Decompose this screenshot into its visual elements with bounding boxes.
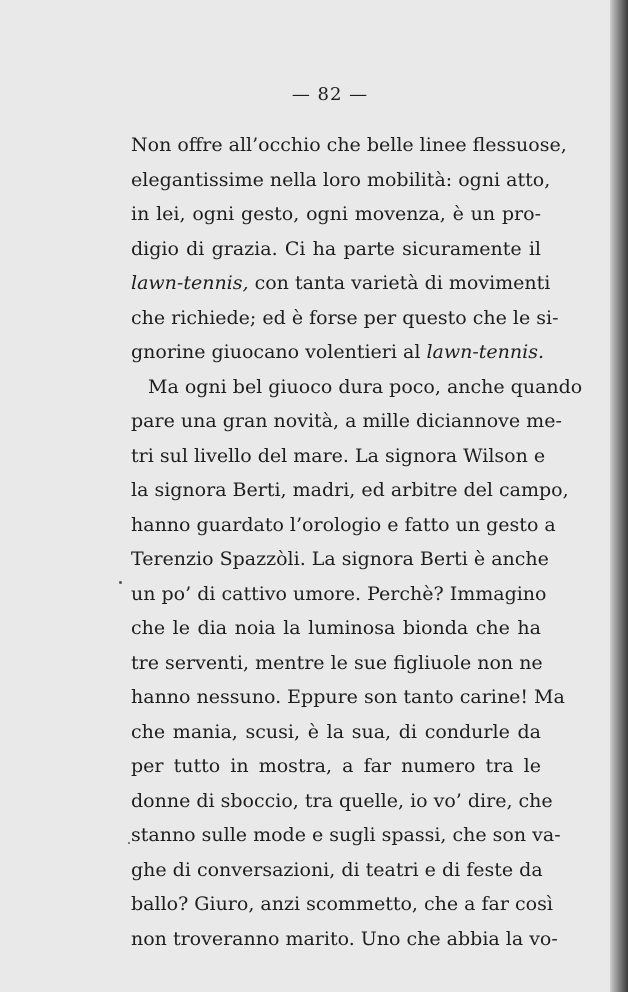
page-edge-shadow <box>610 0 628 992</box>
text-segment: hanno guardato l’orologio e fatto un gesto a <box>131 513 556 536</box>
text-segment: tre serventi, mentre le sue figliuole non ne <box>131 651 543 674</box>
text-line <box>131 784 553 819</box>
text-segment: ballo? Giuro, anzi scommetto, che a far così <box>131 893 553 915</box>
text-line <box>131 404 562 439</box>
text-line <box>131 749 541 784</box>
text-segment: Ma ogni bel giuoco dura poco, anche quando <box>148 375 583 398</box>
page-number: — 82 — <box>291 84 369 105</box>
text-line <box>131 818 561 853</box>
text-line <box>131 508 556 543</box>
text-segment: che mania, scusi, è la sua, di condurle da <box>131 720 541 743</box>
text-line <box>131 473 569 508</box>
text-segment: pare una gran novità, a mille diciannove me- <box>131 410 562 432</box>
text-segment: gnorine giuocano volentieri al <box>131 341 427 363</box>
text-segment: elegantissime nella loro mobilità: ogni atto, <box>131 168 551 191</box>
text-segment: ghe di conversazioni, di teatri e di feste da <box>131 858 543 881</box>
text-line <box>131 370 583 405</box>
text-segment: che le dia noia la luminosa bionda che ha <box>131 617 541 639</box>
text-segment: hanno nessuno. Eppure son tanto carine! Ma <box>131 686 565 708</box>
text-line <box>131 887 553 922</box>
text-line <box>131 197 541 232</box>
text-line <box>131 611 541 646</box>
text-segment: tri sul livello del mare. La signora Wilson e <box>131 444 546 467</box>
text-segment: per tutto in mostra, a far numero tra le <box>131 755 541 777</box>
text-line <box>131 646 541 681</box>
text-line <box>131 266 551 301</box>
text-line <box>131 542 549 577</box>
text-line <box>131 853 541 888</box>
text-line <box>131 232 541 267</box>
text-segment: la signora Berti, madri, ed arbitre del campo, <box>131 479 569 501</box>
text-line <box>131 163 551 198</box>
print-speck <box>119 581 122 584</box>
text-segment: in lei, ogni gesto, ogni movenza, è un pro- <box>131 203 541 225</box>
text-segment: un po’ di cattivo umore. Perchè? Immagino <box>131 582 547 605</box>
text-segment: Non offre all’occhio che belle linee flessuose, <box>131 134 567 156</box>
text-segment: stanno sulle mode e sugli spassi, che son va- <box>131 824 561 846</box>
text-segment: non troveranno marito. Uno che abbia la vo- <box>131 927 558 950</box>
text-line <box>131 335 544 370</box>
text-segment: digio di grazia. Ci ha parte sicuramente il <box>131 237 541 260</box>
print-speck <box>128 842 130 844</box>
text-line <box>131 128 567 163</box>
text-line <box>131 577 547 612</box>
text-line <box>131 715 541 750</box>
text-segment: con tanta varietà di movimenti <box>248 272 551 294</box>
text-line <box>131 680 565 715</box>
text-segment: donne di sboccio, tra quelle, io vo’ dire, che <box>131 789 553 812</box>
text-line <box>131 439 546 474</box>
text-segment: che richiede; ed è forse per questo che le si- <box>131 306 559 329</box>
italic-term: lawn-tennis, <box>131 272 249 294</box>
text-line <box>131 301 559 336</box>
text-segment: Terenzio Spazzòli. La signora Berti è anche <box>131 548 549 570</box>
text-line <box>131 922 558 957</box>
body-text <box>131 128 583 956</box>
italic-term: lawn-tennis. <box>426 341 544 363</box>
